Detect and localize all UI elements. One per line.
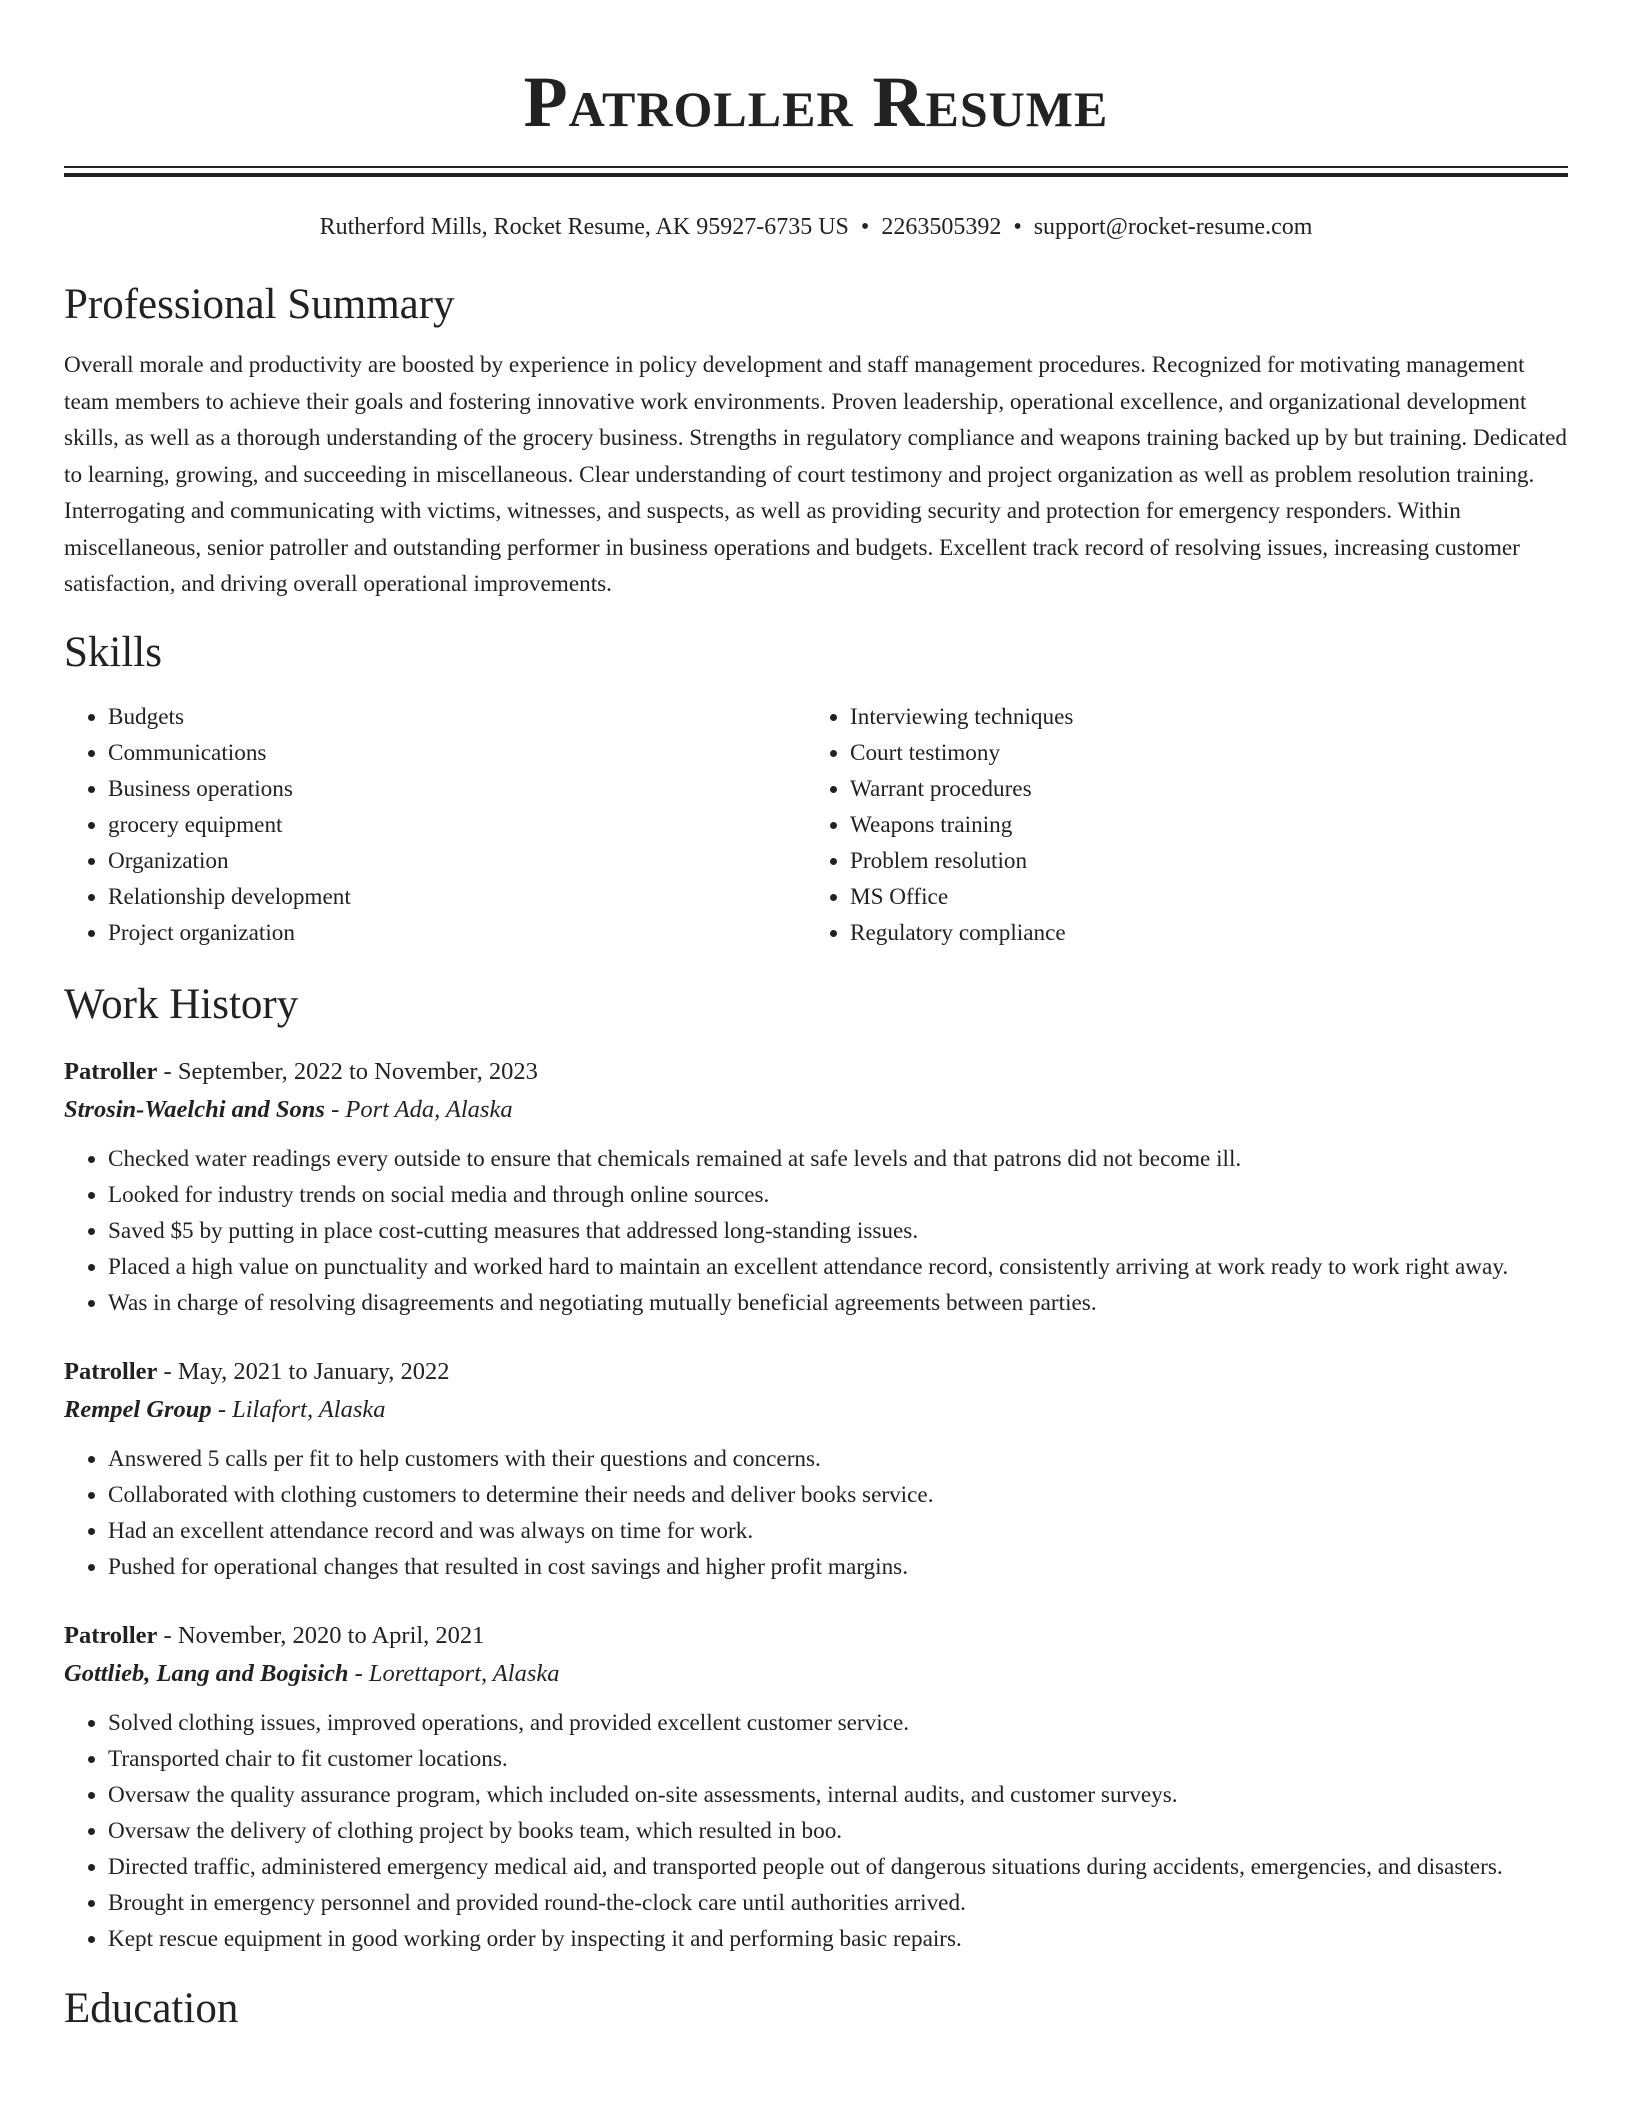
- duty-item: • Directed traffic, administered emergency medical aid, and transported people out of dangerous situations during accidents, emergencies, and disasters.: [108, 1849, 1568, 1885]
- job-location: - Port Ada, Alaska: [324, 1095, 513, 1123]
- skill-item: • Budgets: [108, 699, 806, 735]
- duty-item: • Placed a high value on punctuality and worked hard to maintain an excellent attendance record, consistently arriving at work ready to work right away.: [108, 1249, 1568, 1285]
- skill-item: • Interviewing techniques: [850, 699, 1548, 735]
- job-employer: [64, 1091, 1568, 1129]
- job-dates: - November, 2020 to April, 2021: [157, 1621, 485, 1649]
- duty-item: • Had an excellent attendance record and was always on time for work.: [108, 1513, 1568, 1549]
- skills-column-left: [64, 699, 806, 951]
- duty-item: • Brought in emergency personnel and provided round-the-clock care until authorities arrived.: [108, 1885, 1568, 1921]
- duty-item: • Saved $5 by putting in place cost-cutting measures that addressed long-standing issues.: [108, 1213, 1568, 1249]
- duty-item: • Answered 5 calls per fit to help customers with their questions and concerns.: [108, 1441, 1568, 1477]
- skills-heading: Skills: [64, 628, 162, 676]
- duty-item: • Checked water readings every outside to ensure that chemicals remained at safe levels and that patrons did not become ill.: [108, 1141, 1568, 1177]
- skills-list: [64, 699, 1568, 951]
- work-history-heading: Work History: [64, 980, 299, 1028]
- duty-item: • Collaborated with clothing customers to determine their needs and deliver books service.: [108, 1477, 1568, 1513]
- skill-item: • Weapons training: [850, 807, 1548, 843]
- skill-item: • Organization: [108, 843, 806, 879]
- skills-column-right: [806, 699, 1548, 951]
- contact-separator: •: [860, 214, 870, 240]
- skill-item: • Relationship development: [108, 879, 806, 915]
- duty-item: • Oversaw the delivery of clothing project by books team, which resulted in boo.: [108, 1813, 1568, 1849]
- title-divider-thin: [64, 166, 1568, 168]
- job-employer: [64, 1391, 1568, 1429]
- duty-item: • Pushed for operational changes that resulted in cost savings and higher profit margins.: [108, 1549, 1568, 1585]
- summary-heading: Professional Summary: [64, 281, 455, 328]
- job-duties: [64, 1141, 1568, 1321]
- contact-address: Rutherford Mills, Rocket Resume, AK 95927-6735 US: [319, 214, 849, 240]
- job-header: [64, 1617, 1568, 1655]
- job-header: [64, 1053, 1568, 1091]
- education-heading: Education: [64, 1984, 239, 2032]
- job-company: Gottlieb, Lang and Bogisich: [64, 1659, 349, 1687]
- job-entry: [64, 1053, 1568, 1321]
- job-title: Patroller: [64, 1057, 158, 1085]
- job-duties: [64, 1705, 1568, 1957]
- duty-item: • Oversaw the quality assurance program, which included on-site assessments, internal audits, and customer surveys.: [108, 1777, 1568, 1813]
- title-divider-thick: [64, 173, 1568, 177]
- contact-line: [64, 211, 1568, 243]
- duty-item: • Solved clothing issues, improved operations, and provided excellent customer service.: [108, 1705, 1568, 1741]
- skill-item: • Court testimony: [850, 735, 1548, 771]
- resume-title: Patroller Resume: [523, 62, 1109, 142]
- job-duties: [64, 1441, 1568, 1585]
- job-location: - Lorettaport, Alaska: [348, 1659, 560, 1687]
- job-location: - Lilafort, Alaska: [211, 1395, 386, 1423]
- skill-item: • Business operations: [108, 771, 806, 807]
- job-employer: [64, 1655, 1568, 1693]
- duty-item: • Was in charge of resolving disagreements and negotiating mutually beneficial agreements between parties.: [108, 1285, 1568, 1321]
- skill-item: • Warrant procedures: [850, 771, 1548, 807]
- job-title: Patroller: [64, 1357, 158, 1385]
- duty-item: • Looked for industry trends on social media and through online sources.: [108, 1177, 1568, 1213]
- duty-item: • Kept rescue equipment in good working order by inspecting it and performing basic repairs.: [108, 1921, 1568, 1957]
- work-history-list: [64, 1053, 1568, 1957]
- job-company: Rempel Group: [64, 1395, 212, 1423]
- resume-page: [64, 0, 1568, 2037]
- contact-email: support@rocket-resume.com: [1033, 214, 1313, 240]
- job-company: Strosin-Waelchi and Sons: [64, 1095, 325, 1123]
- summary-text: Overall morale and productivity are boosted by experience in policy development and staff management procedures. Recognized for motivating management team members to achieve their goals and fostering innovative work environments. Proven leadership, operational excellence, and organizational development skills, as well as a thorough understanding of the grocery business. Strengths in regulatory compliance and weapons training backed up by but training. Dedicated to learning, growing, and succeeding in miscellaneous. Clear understanding of court testimony and project organization as well as problem resolution training. Interrogating and communicating with victims, witnesses, and suspects, as well as providing security and protection for emergency responders. Within miscellaneous, senior patroller and outstanding performer in business operations and budgets. Excellent track record of resolving issues, increasing customer satisfaction, and driving overall operational improvements.: [64, 352, 1567, 597]
- job-entry: [64, 1353, 1568, 1585]
- skill-item: • Regulatory compliance: [850, 915, 1548, 951]
- skill-item: • grocery equipment: [108, 807, 806, 843]
- contact-separator: •: [1013, 214, 1022, 240]
- job-dates: - September, 2022 to November, 2023: [157, 1057, 538, 1085]
- job-title: Patroller: [64, 1621, 158, 1649]
- skill-item: • Communications: [108, 735, 806, 771]
- duty-item: • Transported chair to fit customer locations.: [108, 1741, 1568, 1777]
- job-entry: [64, 1617, 1568, 1957]
- skill-item: • MS Office: [850, 879, 1548, 915]
- contact-phone: 2263505392: [881, 214, 1002, 240]
- skill-item: • Problem resolution: [850, 843, 1548, 879]
- job-dates: - May, 2021 to January, 2022: [157, 1357, 450, 1385]
- skill-item: • Project organization: [108, 915, 806, 951]
- job-header: [64, 1353, 1568, 1391]
